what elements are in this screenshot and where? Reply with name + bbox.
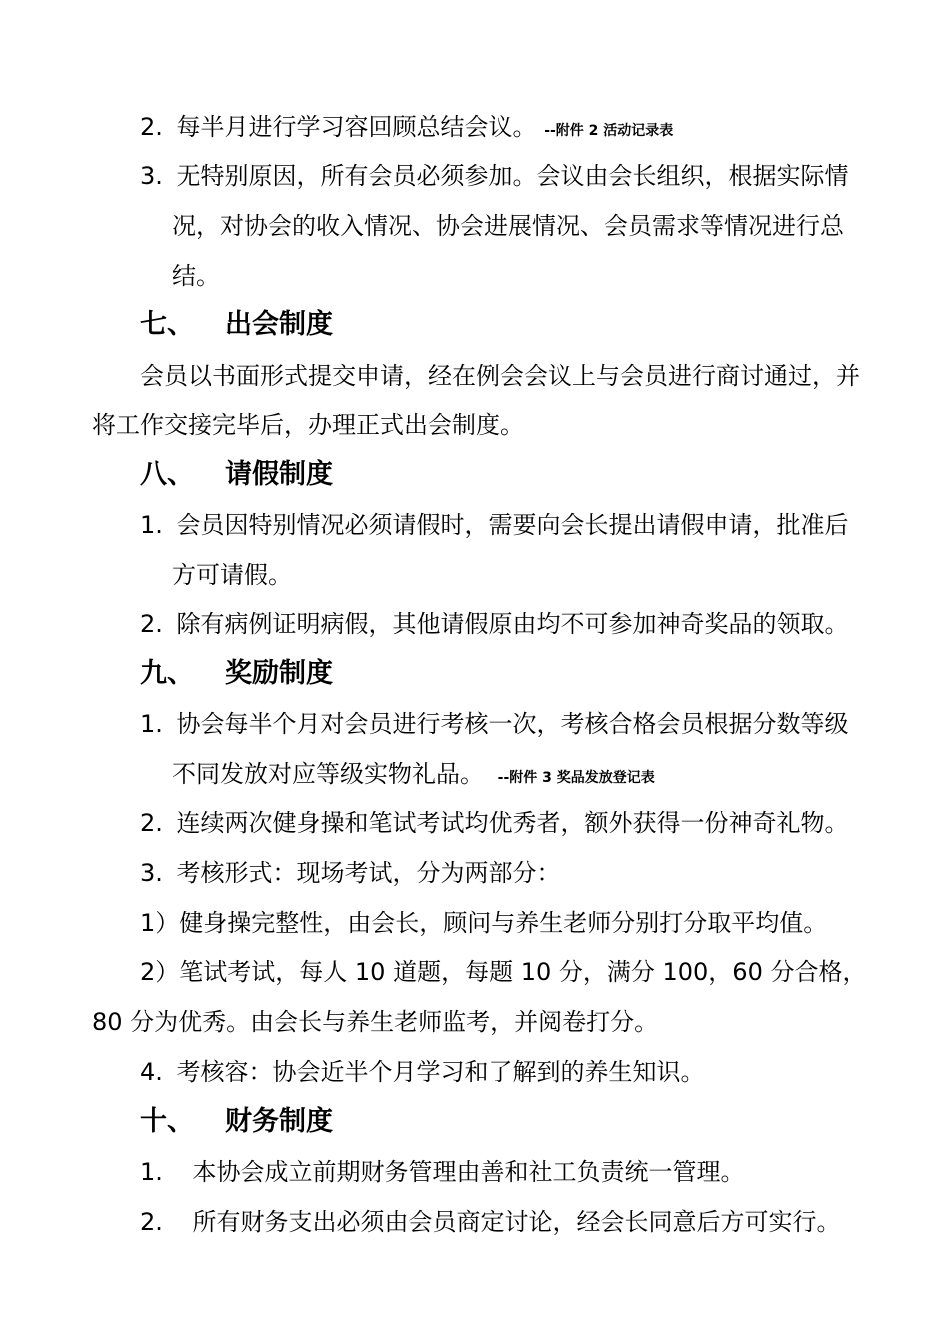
section-heading — [140, 1106, 840, 1138]
list-item — [140, 161, 849, 191]
item-text: 协会每半个月对会员进行考核一次，考核合格会员根据分数等级 — [176, 710, 849, 738]
item-text: 每半月进行学习容回顾总结会议。 — [176, 113, 537, 141]
item-number: 2. — [140, 610, 163, 638]
list-item — [140, 609, 849, 639]
section-number: 九、 — [140, 658, 194, 689]
item-number: 3. — [140, 859, 163, 887]
list-item — [140, 112, 673, 146]
item-text: 除有病例证明病假，其他请假原由均不可参加神奇奖品的领取。 — [176, 610, 849, 638]
list-item — [140, 858, 561, 888]
sub-item: 1）健身操完整性，由会长，顾问与养生老师分别打分取平均值。 — [140, 909, 828, 937]
list-item — [140, 1157, 745, 1187]
list-item — [140, 709, 849, 739]
paragraph-line: 将工作交接完毕后，办理正式出会制度。 — [92, 411, 524, 439]
item-text: 无特别原因，所有会员必须参加。会议由会长组织，根据实际情 — [176, 162, 849, 190]
section-title: 请假制度 — [225, 459, 333, 490]
item-number: 2. — [140, 1208, 163, 1236]
section-number: 十、 — [140, 1106, 194, 1137]
list-item — [140, 510, 849, 540]
list-item — [140, 1207, 841, 1237]
item-number: 2. — [140, 113, 163, 141]
item-text: 会员因特别情况必须请假时，需要向会长提出请假申请，批准后 — [176, 511, 849, 539]
item-continuation-text: 不同发放对应等级实物礼品。 — [172, 760, 484, 788]
item-continuation — [172, 759, 655, 793]
section-title: 财务制度 — [225, 1106, 333, 1137]
item-text: 本协会成立前期财务管理由善和社工负责统一管理。 — [192, 1158, 745, 1186]
section-heading — [140, 309, 840, 341]
item-continuation: 方可请假。 — [172, 561, 292, 589]
paragraph-line: 会员以书面形式提交申请，经在例会会议上与会员进行商讨通过，并 — [140, 362, 860, 390]
attachment-note: --附件 2 活动记录表 — [544, 123, 674, 139]
section-number: 八、 — [140, 459, 194, 490]
section-title: 出会制度 — [225, 309, 333, 340]
item-text: 连续两次健身操和笔试考试均优秀者，额外获得一份神奇礼物。 — [176, 809, 849, 837]
item-number: 2. — [140, 809, 163, 837]
item-continuation: 结。 — [172, 262, 220, 290]
item-number: 1. — [140, 1158, 163, 1186]
section-heading — [140, 658, 840, 690]
section-heading — [140, 459, 840, 491]
sub-item: 2）笔试考试，每人 10 道题，每题 10 分，满分 100，60 分合格， — [140, 958, 867, 986]
list-item — [140, 808, 849, 838]
list-item — [140, 1057, 705, 1087]
section-number: 七、 — [140, 309, 194, 340]
item-text: 考核形式：现场考试，分为两部分： — [176, 859, 561, 887]
item-text: 考核容：协会近半个月学习和了解到的养生知识。 — [176, 1058, 705, 1086]
item-number: 3. — [140, 162, 163, 190]
item-continuation: 况，对协会的收入情况、协会进展情况、会员需求等情况进行总 — [172, 212, 844, 240]
attachment-note: --附件 3 奖品发放登记表 — [497, 770, 655, 786]
section-title: 奖励制度 — [225, 658, 333, 689]
item-number: 4. — [140, 1058, 163, 1086]
sub-item-continuation: 80 分为优秀。由会长与养生老师监考，并阅卷打分。 — [92, 1008, 659, 1036]
item-number: 1. — [140, 710, 163, 738]
item-text: 所有财务支出必须由会员商定讨论，经会长同意后方可实行。 — [192, 1208, 841, 1236]
item-number: 1. — [140, 511, 163, 539]
